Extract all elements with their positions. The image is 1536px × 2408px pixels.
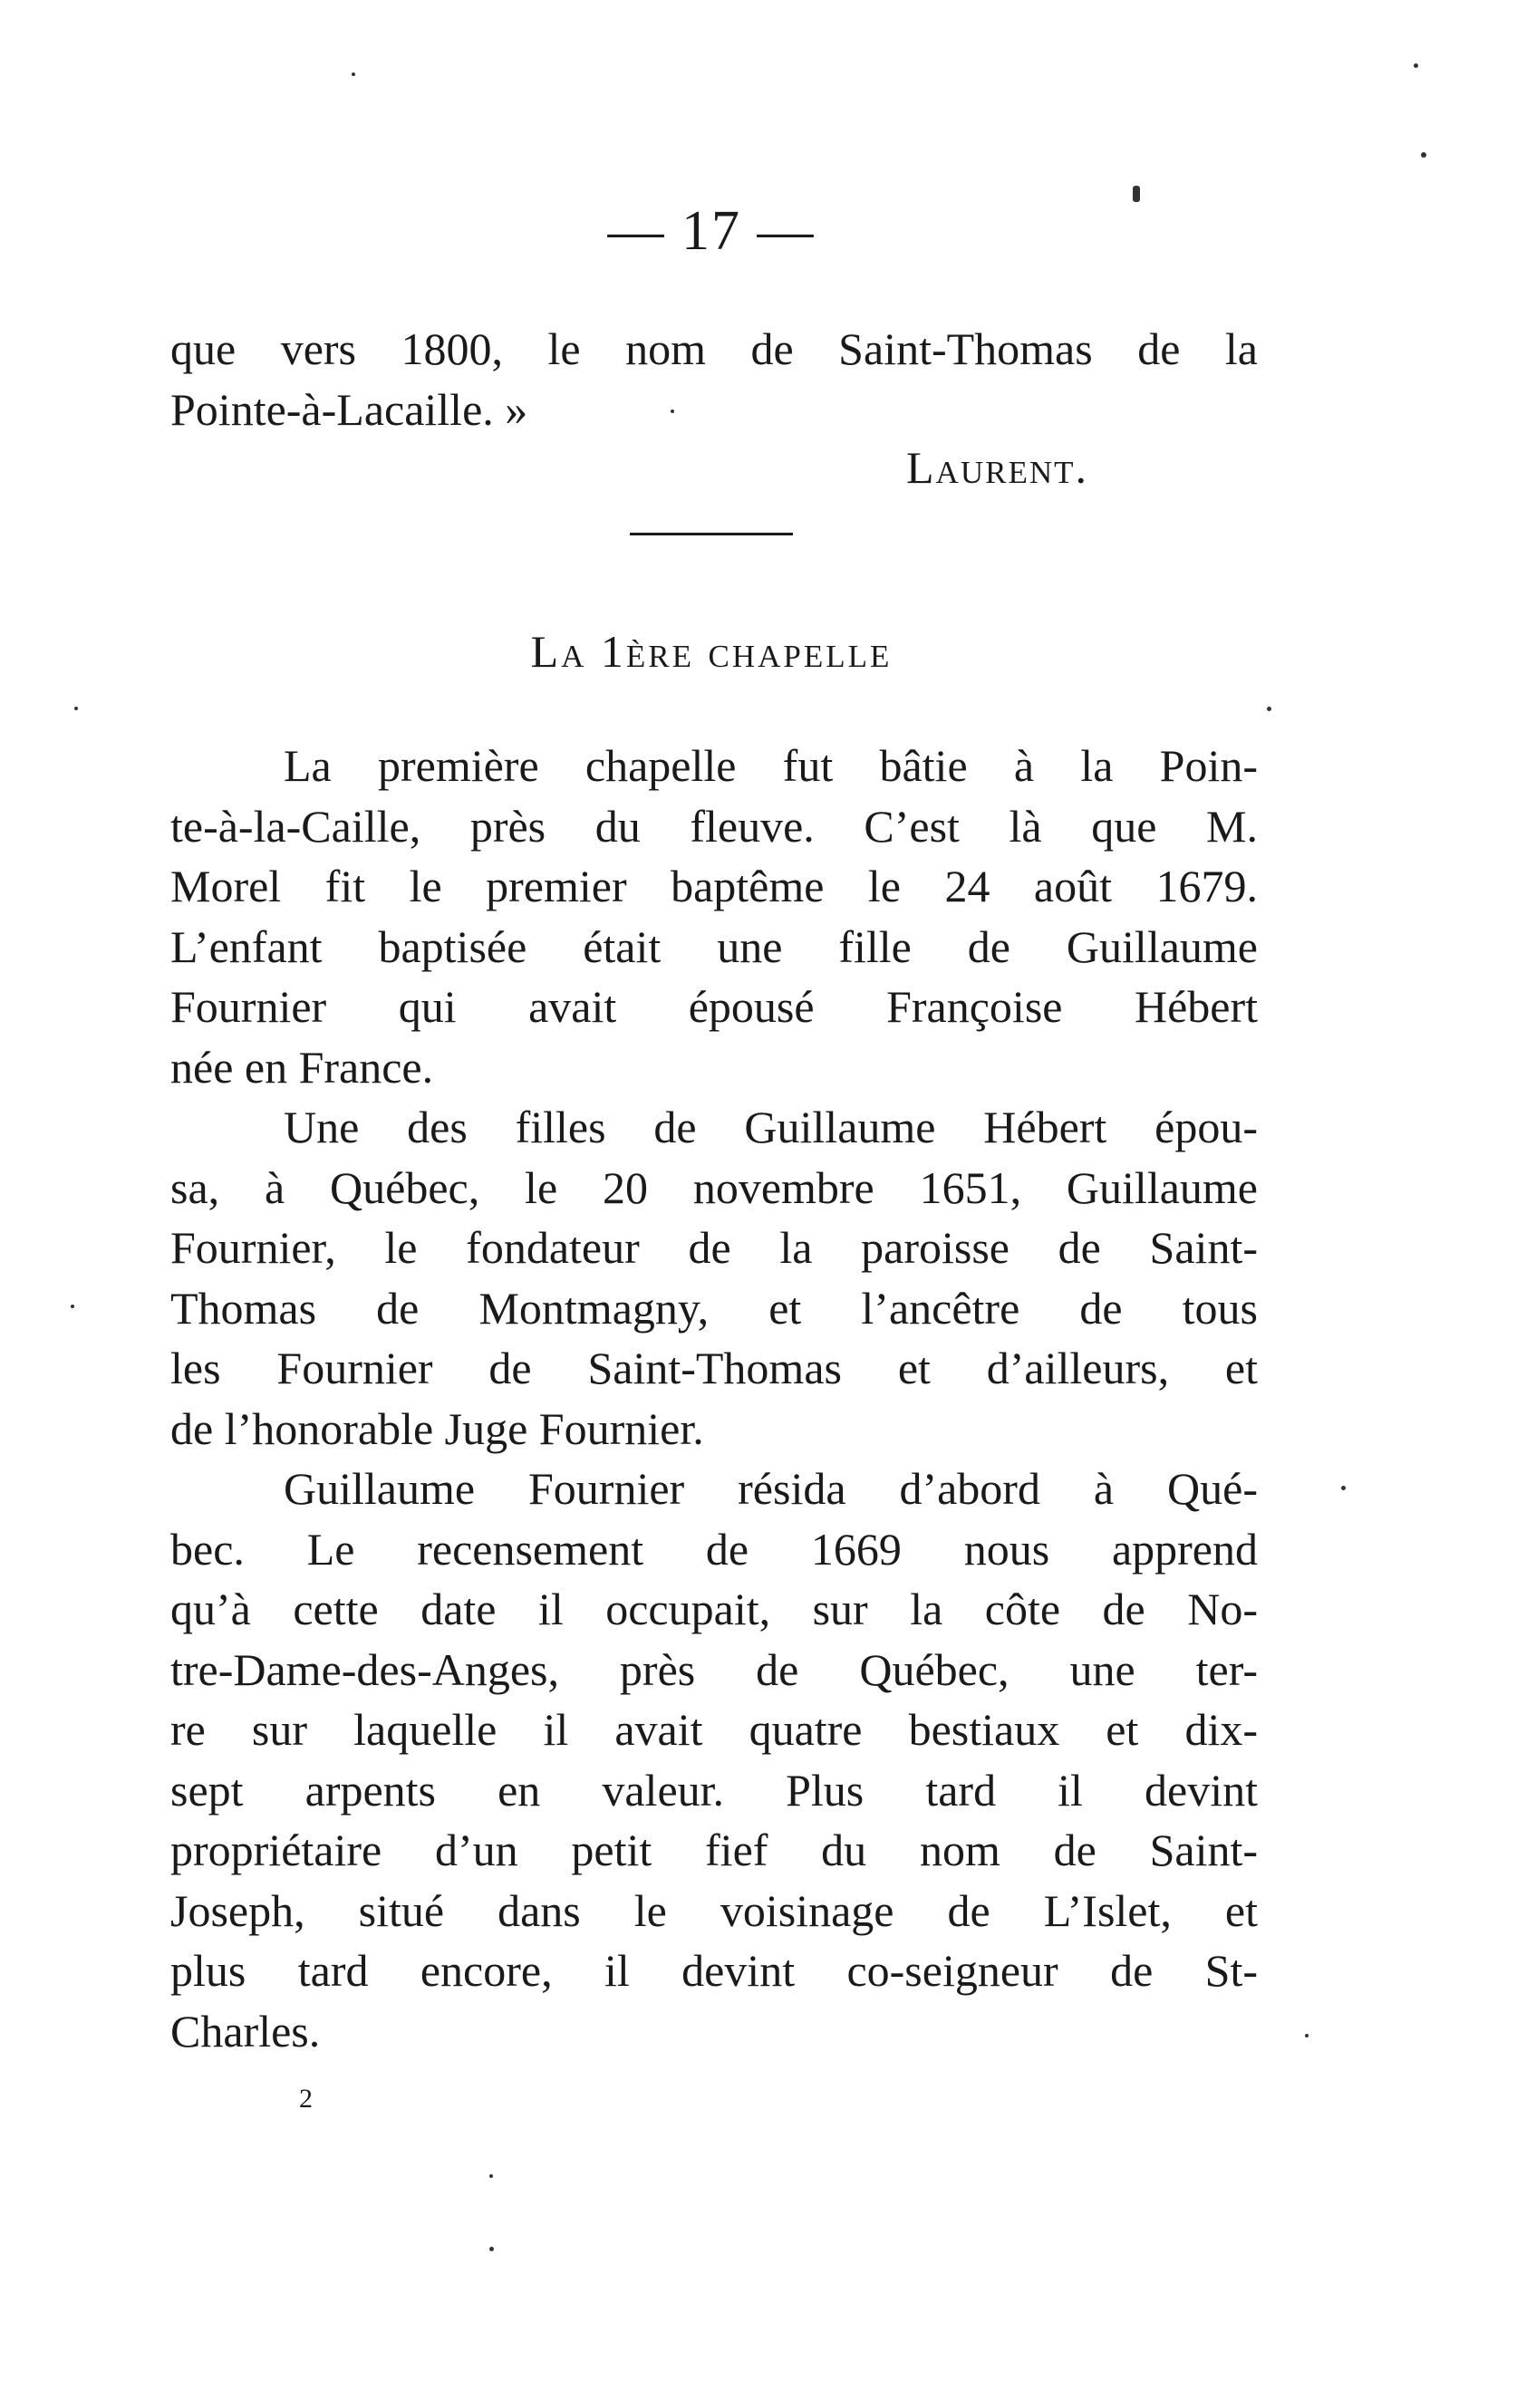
text-line: propriétaire d’un petit fief du nom de Saint- <box>170 1825 1258 1875</box>
text-line: tre-Dame-des-Anges, près de Québec, une ter- <box>170 1643 1258 1695</box>
text-line: Pointe-à-Lacaille. » <box>170 383 528 435</box>
text-line: Joseph, situé dans le voisinage de L’Islet, et <box>170 1884 1258 1936</box>
text-line: de l’honorable Juge Fournier. <box>170 1402 704 1454</box>
text-line: plus tard encore, il devint co-seigneur de St- <box>170 1945 1258 1996</box>
scan-speck <box>1421 152 1426 158</box>
scan-speck <box>71 1305 74 1308</box>
text-line: Fournier, le fondateur de la paroisse de Saint- <box>170 1222 1258 1273</box>
section-divider <box>630 533 793 535</box>
body-text <box>170 736 1258 2061</box>
text-line: que vers 1800, le nom de Saint-Thomas de la <box>170 323 1258 374</box>
text-line: les Fournier de Saint-Thomas et d’ailleurs, et <box>170 1343 1258 1393</box>
scan-speck <box>671 409 674 413</box>
text-line: L’enfant baptisée était une fille de Guillaume <box>170 920 1258 972</box>
page-number: — 17 — <box>607 200 816 262</box>
text-line: qu’à cette date il occupait, sur la côte de No- <box>170 1584 1258 1634</box>
scan-speck <box>352 72 355 76</box>
text-line: née en France. <box>170 1041 434 1093</box>
scan-speck <box>74 707 78 710</box>
text-line: Thomas de Montmagny, et l’ancêtre de tous <box>170 1282 1258 1334</box>
scan-speck <box>1305 2034 1309 2037</box>
text-line: Une des filles de Guillaume Hébert épou- <box>284 1102 1258 1152</box>
section-title: La 1ère chapelle <box>530 626 893 677</box>
text-line: Guillaume Fournier résida d’abord à Qué- <box>284 1463 1258 1514</box>
signature-mark: 2 <box>299 2084 313 2114</box>
text-line: te-à-la-Caille, près du fleuve. C’est là que M. <box>170 800 1258 852</box>
scan-speck <box>1267 707 1271 711</box>
scan-speck <box>489 2174 493 2178</box>
text-line: sept arpents en valeur. Plus tard il devint <box>170 1764 1258 1816</box>
text-line: re sur laquelle il avait quatre bestiaux et dix- <box>170 1704 1258 1755</box>
text-line: La première chapelle fut bâtie à la Poin- <box>284 740 1258 791</box>
scan-speck <box>1341 1486 1346 1490</box>
text-line: Fournier qui avait épousé Françoise Hébert <box>170 981 1258 1032</box>
scan-speck <box>489 2247 494 2251</box>
scan-speck <box>1414 63 1418 68</box>
text-line: Charles. <box>170 2005 321 2056</box>
intro-text <box>170 319 1258 439</box>
text-line: Morel fit le premier baptême le 24 août 1679. <box>170 861 1258 911</box>
scan-speck <box>1133 186 1140 202</box>
text-line: bec. Le recensement de 1669 nous apprend <box>170 1523 1258 1575</box>
author-signature: Laurent. <box>906 442 1088 493</box>
text-line: sa, à Québec, le 20 novembre 1651, Guillaume <box>170 1161 1258 1213</box>
